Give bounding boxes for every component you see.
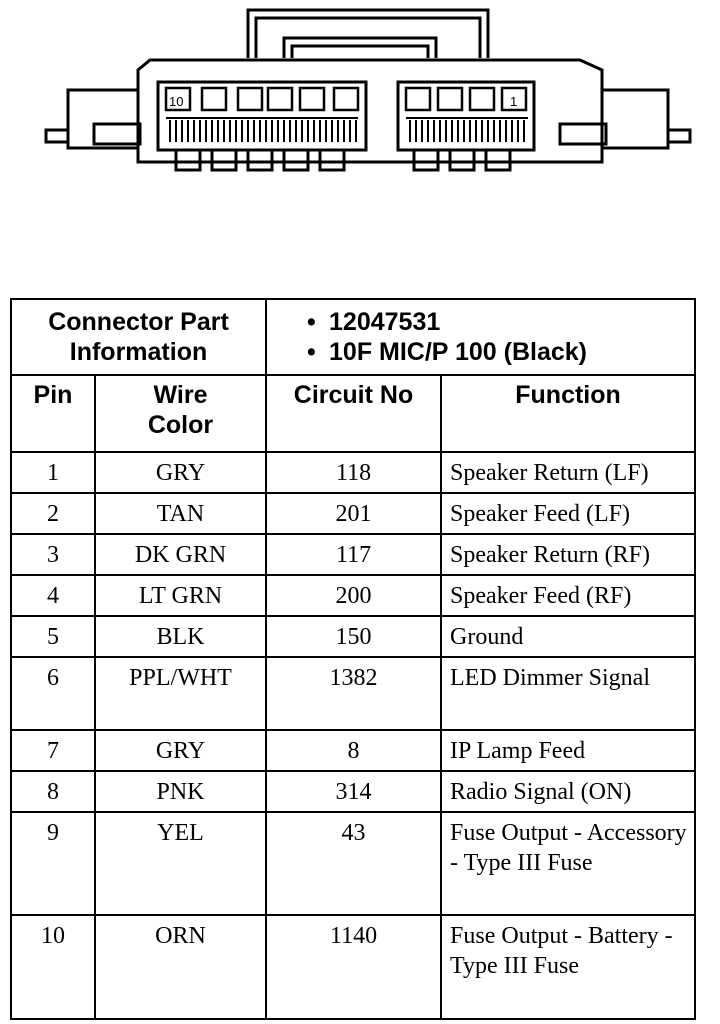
cell-pin: 2 (11, 493, 95, 534)
cell-function: LED Dimmer Signal (441, 657, 695, 729)
cell-pin: 4 (11, 575, 95, 616)
table-row (11, 657, 695, 729)
cell-circuit-no: 118 (266, 452, 441, 493)
part-description: 10F MIC/P 100 (Black) (329, 338, 587, 367)
table-row (11, 915, 695, 1019)
cell-function: Fuse Output - Battery - Type III Fuse (441, 915, 695, 1019)
cell-wire-color: GRY (95, 730, 266, 771)
cell-circuit-no: 1140 (266, 915, 441, 1019)
header-pin: Pin (11, 375, 95, 451)
cell-circuit-no: 150 (266, 616, 441, 657)
cell-wire-color: GRY (95, 452, 266, 493)
cell-pin: 3 (11, 534, 95, 575)
part-info-label: Connector Part Information (11, 299, 266, 375)
cell-circuit-no: 1382 (266, 657, 441, 729)
cell-circuit-no: 201 (266, 493, 441, 534)
cell-function: IP Lamp Feed (441, 730, 695, 771)
connector-table (10, 298, 696, 1020)
cell-pin: 6 (11, 657, 95, 729)
header-function: Function (441, 375, 695, 451)
cell-pin: 1 (11, 452, 95, 493)
header-wire-color: Wire Color (95, 375, 266, 451)
cell-wire-color: BLK (95, 616, 266, 657)
cell-circuit-no: 314 (266, 771, 441, 812)
cell-circuit-no: 200 (266, 575, 441, 616)
cell-function: Radio Signal (ON) (441, 771, 695, 812)
table-row (11, 493, 695, 534)
table-row (11, 575, 695, 616)
cell-wire-color: TAN (95, 493, 266, 534)
cell-pin: 8 (11, 771, 95, 812)
table-row (11, 616, 695, 657)
cell-pin: 7 (11, 730, 95, 771)
cell-wire-color: PNK (95, 771, 266, 812)
cell-function: Speaker Feed (LF) (441, 493, 695, 534)
cell-function: Ground (441, 616, 695, 657)
pin-label-10: 10 (169, 94, 184, 109)
cell-wire-color: LT GRN (95, 575, 266, 616)
cell-function: Speaker Return (LF) (441, 452, 695, 493)
cell-wire-color: PPL/WHT (95, 657, 266, 729)
table-row (11, 534, 695, 575)
table-row (11, 730, 695, 771)
table-row (11, 771, 695, 812)
table-row (11, 452, 695, 493)
part-number: 12047531 (329, 308, 441, 337)
cell-function: Fuse Output - Accessory - Type III Fuse (441, 812, 695, 914)
cell-pin: 9 (11, 812, 95, 914)
cell-wire-color: YEL (95, 812, 266, 914)
table-row (11, 812, 695, 914)
header-circuit-no: Circuit No (266, 375, 441, 451)
cell-pin: 5 (11, 616, 95, 657)
cell-circuit-no: 117 (266, 534, 441, 575)
cell-wire-color: ORN (95, 915, 266, 1019)
cell-function: Speaker Feed (RF) (441, 575, 695, 616)
pin-label-1: 1 (510, 94, 518, 109)
cell-circuit-no: 8 (266, 730, 441, 771)
cell-pin: 10 (11, 915, 95, 1019)
cell-circuit-no: 43 (266, 812, 441, 914)
connector-diagram (0, 0, 720, 190)
cell-function: Speaker Return (RF) (441, 534, 695, 575)
cell-wire-color: DK GRN (95, 534, 266, 575)
part-info-values: • 12047531 • 10F MIC/P 100 (Black) (266, 299, 695, 375)
